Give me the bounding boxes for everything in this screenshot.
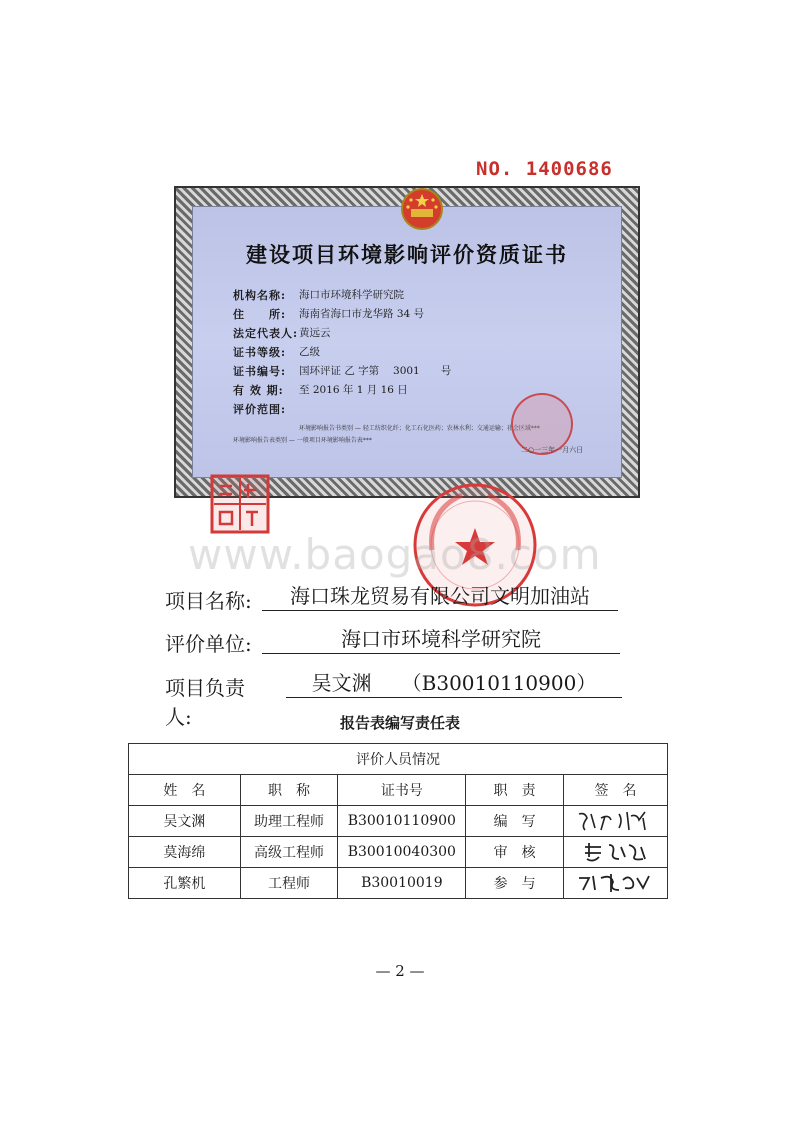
cell-signature: [564, 868, 668, 899]
cell-signature: [564, 837, 668, 868]
table-caption-row: [129, 744, 668, 775]
header-title: 职 称: [240, 775, 338, 806]
table-row: [129, 806, 668, 837]
header-duty: 职 责: [466, 775, 564, 806]
table-row: [129, 837, 668, 868]
field-cert-code: 证书编号: 国环评证 乙 字第 3001 号: [233, 364, 452, 378]
field-org-name: 机构名称: 海口市环境科学研究院: [233, 288, 404, 302]
cell-title: 工程师: [240, 868, 338, 899]
certificate-frame: [174, 186, 640, 498]
scope-report-book: 环境影响报告书类别 — 轻工纺织化纤；化工石化医药；农林水利；交通运输；社会区域***: [299, 425, 540, 432]
eval-unit-value: 海口市环境科学研究院: [262, 627, 620, 654]
header-signature: 签 名: [564, 775, 668, 806]
issue-date: 二○一三年一月六日: [521, 446, 584, 454]
cell-cert: B30010019: [338, 868, 466, 899]
responsibility-table-title: 报告表编写责任表: [339, 714, 460, 732]
cell-name: 孔繁机: [129, 868, 241, 899]
cell-duty: 编 写: [466, 806, 564, 837]
field-validity: 有 效 期: 至 2016 年 1 月 16 日: [233, 383, 408, 397]
project-name-label: 项目名称:: [165, 589, 252, 613]
cell-name: 吴文渊: [129, 806, 241, 837]
cell-name: 莫海绵: [129, 837, 241, 868]
eval-unit-label: 评价单位:: [165, 632, 252, 656]
project-leader-value: 吴文渊 （B30010110900）: [286, 671, 622, 698]
project-leader-row: [165, 672, 265, 729]
table-row: [129, 868, 668, 899]
cell-duty: 参 与: [466, 868, 564, 899]
field-scope: 评价范围:: [233, 402, 287, 416]
cell-duty: 审 核: [466, 837, 564, 868]
eval-unit-row: [165, 628, 265, 654]
cell-signature: [564, 806, 668, 837]
certificate-body: [192, 206, 622, 478]
cell-cert: B30010110900: [338, 806, 466, 837]
national-emblem-icon: [396, 187, 448, 231]
header-cert: 证书号: [338, 775, 466, 806]
handwritten-signature-icon: [571, 839, 661, 865]
project-name-row: [165, 585, 265, 611]
field-legal-rep: 法定代表人: 黄远云: [233, 326, 331, 340]
cell-cert: B30010040300: [338, 837, 466, 868]
legal-rep-seal-icon: [210, 474, 270, 534]
page-number: — 2 —: [375, 962, 425, 980]
header-name: 姓 名: [129, 775, 241, 806]
project-leader-label: 项目负责人:: [165, 676, 245, 729]
certificate-title: 建设项目环境影响评价资质证书: [246, 242, 568, 267]
responsibility-table: [128, 743, 668, 899]
certificate-number: NO. 1400686: [476, 158, 613, 180]
field-address: 住 所: 海南省海口市龙华路 34 号: [233, 307, 425, 321]
cell-title: 助理工程师: [240, 806, 338, 837]
field-grade: 证书等级: 乙级: [233, 345, 320, 359]
cell-title: 高级工程师: [240, 837, 338, 868]
table-caption: 评价人员情况: [129, 744, 668, 775]
watermark: www.baogao8.com: [188, 530, 602, 579]
table-header-row: [129, 775, 668, 806]
scope-report-form: 环境影响报告表类别 — 一般项目环境影响报告表***: [233, 437, 372, 444]
handwritten-signature-icon: [571, 870, 661, 896]
handwritten-signature-icon: [571, 808, 661, 834]
project-name-value: 海口珠龙贸易有限公司文明加油站: [262, 584, 618, 611]
